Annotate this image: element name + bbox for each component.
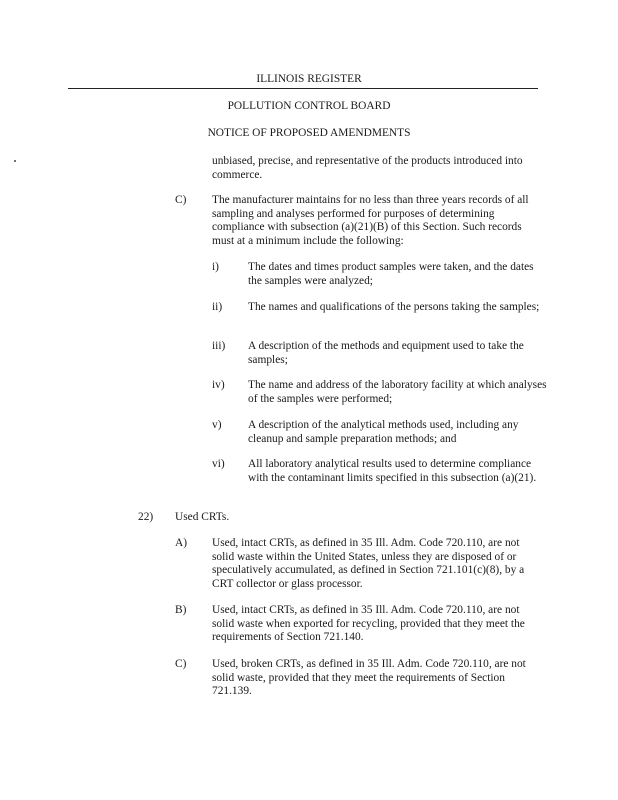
item-22c-text: Used, broken CRTs, as defined in 35 Ill. Adm. Code 720.110, are not solid waste, provided that they meet the requirements of Section 721.139. [212, 658, 526, 698]
item-22b-label: B) [175, 604, 187, 616]
subitem-ii-text: The names and qualifications of the persons taking the samples; [248, 301, 540, 313]
subitem-vi-text: All laboratory analytical results used to determine compliance with the contaminant limits specified in this subsection (a)(21). [248, 458, 537, 484]
register-title: ILLINOIS REGISTER [256, 73, 362, 85]
subitem-v-text: A description of the analytical methods used, including any cleanup and sample preparation methods; and [248, 419, 519, 445]
subitem-i-text: The dates and times product samples were taken, and the dates the samples were analyzed; [248, 261, 534, 287]
item-22-title: Used CRTs. [175, 511, 230, 523]
item-22a-text: Used, intact CRTs, as defined in 35 Ill. Adm. Code 720.110, are not solid waste within the United States, unless they are disposed of or speculatively accumulated, as defined in Section 721.101(c)(8), by a CRT collector or glass processor. [212, 537, 525, 590]
continuation-paragraph: unbiased, precise, and representative of the products introduced into commerce. [212, 155, 523, 181]
item-22b-text: Used, intact CRTs, as defined in 35 Ill. Adm. Code 720.110, are not solid waste when exported for recycling, provided that they meet the requirements of Section 721.140. [212, 604, 525, 644]
item-c-label: C) [175, 194, 187, 206]
subitem-iv-text: The name and address of the laboratory facility at which analyses of the samples were performed; [248, 379, 547, 405]
subitem-iii-text: A description of the methods and equipment used to take the samples; [248, 340, 524, 366]
scan-speck [14, 160, 16, 162]
item-22-label: 22) [138, 511, 154, 523]
subitem-iii-label: iii) [212, 340, 226, 352]
item-22c-label: C) [175, 658, 187, 670]
subitem-iv-label: iv) [212, 379, 225, 391]
header-rule [68, 88, 538, 89]
item-c-text: The manufacturer maintains for no less than three years records of all sampling and analyses performed for purposes of determining compliance with subsection (a)(21)(B) of this Section. Such records must at a minimum include the following: [212, 194, 529, 247]
subitem-v-label: v) [212, 419, 222, 431]
board-title: POLLUTION CONTROL BOARD [227, 100, 391, 112]
subitem-i-label: i) [212, 261, 219, 273]
notice-title: NOTICE OF PROPOSED AMENDMENTS [207, 127, 411, 139]
item-22a-label: A) [175, 537, 188, 549]
subitem-ii-label: ii) [212, 301, 223, 313]
subitem-vi-label: vi) [212, 458, 225, 470]
